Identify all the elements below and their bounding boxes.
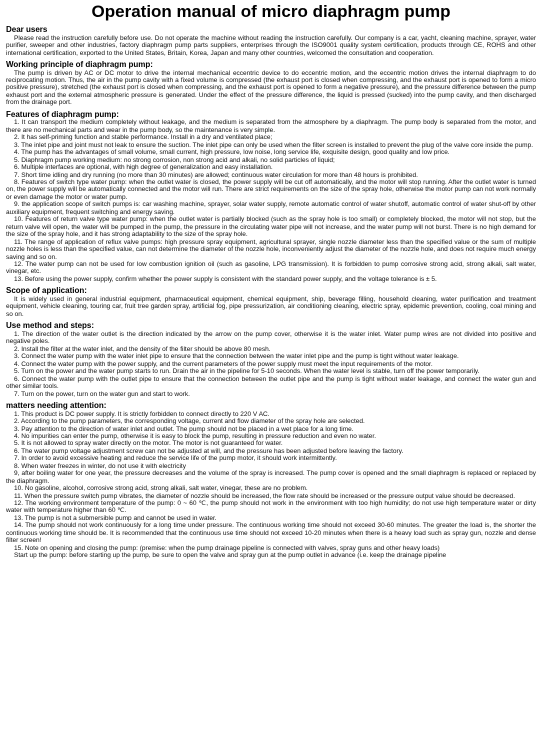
section-paragraph: 5. It is not allowed to spray water directly on the motor. The motor is not guaranteed for water. [14,440,283,448]
section-heading: Features of diaphragm pump: [6,109,119,119]
section-paragraph: The pump is driven by AC or DC motor to drive the internal mechanical eccentric device to do eccentric motion, and the eccentric motion drives the internal diaphragm to do reciprocating motion. Thus, the air in the pump cavity with a fixed volume is compressed (the exhaust port is closed when compressing, and the exhaust port is opened to form a micro positive pressure), stretched (the exhaust port is closed when compressing, and the exhaust port is opened to form a negative pressure), and the pressure difference between the pump exhaust port and the external atmospheric pressure is generated. Under the effect of the pressure difference, the liquid is pressed (sucked) into the pump cavity, and then discharged from the drainage port. [6,69,536,107]
section-paragraph: 10. No gasoline, alcohol, corrosive strong acid, strong alkali, salt water, vinegar, these are no problem. [14,485,308,493]
section-paragraph: 8. Features of switch type water pump: when the outlet water is closed, the power supply will be cut off automatically, and the motor will stop running. After the outlet water is turned on, the power supply will be automatically connected and the motor will run. There are strict requirements on the size of the spray hole, otherwise the motor pump can not work normally or even damage the motor or water pump. [6,179,536,201]
section-paragraph: 6. The water pump voltage adjustment screw can not be adjusted at will, and the pressure has been adjusted before leaving the factory. [14,447,404,455]
section-paragraph: 1. The direction of the water outlet is the direction indicated by the arrow on the pump cover, otherwise it is the water inlet. Water pump wires are not divided into positive and negative poles. [6,330,536,346]
section-paragraph: 9. the application scope of switch pumps is: car washing machine, sprayer, solar water supply, remote automatic control of water shutoff, automatic control of water shut-off by other auxiliary equipment, frequent switching and energy saving. [6,201,536,216]
section-paragraph: 4. No impurities can enter the pump, otherwise it is easy to block the pump, resulting in pressure reduction and even no water. [14,432,377,440]
section-paragraph: Please read the instruction carefully before use. Do not operate the machine without reading the instruction carefully. Our company is a car, yacht, cleaning machine, sprayer, water purifier, sweeper and other industries, factory diaphragm pump parts suppliers, enterprises through the ISO9001 quality system certification, products through CE, ROHS and other international certification, exported to the United States, Britain, Korea, Japan and many other countries, welcomed the consultation and cooperation. [6,34,536,57]
section-paragraph: 15. Note on opening and closing the pump: (premise: when the pump drainage pipeline is connected with valves, spray guns and other heavy loads) [14,544,440,552]
section-paragraph: 3. Pay attention to the direction of water inlet and outlet. The pump should not be placed in a wet place for a long time. [14,425,354,433]
section-heading: matters needing attention: [6,401,107,410]
section-paragraph: 13. Before using the power supply, confirm whether the power supply is consistent with the standard power supply, and the voltage tolerance is ± 5. [14,275,437,283]
section-paragraph: 3. The inlet pipe and joint must not leak to ensure the suction. The inlet pipe can only be used when the filter screen is installed to prevent the plug of the valve core inside the pump. [14,141,533,149]
section-paragraph: 5. Turn on the power and the water pump starts to run. Drain the air in the pipeline for 5-10 seconds. When the water level is stable, turn off the power temporarily. [14,368,480,376]
section-paragraph: 12. The working environment temperature of the pump: 0 ~ 60 ℃, the pump should not work in the environment with too high humidity; do not use high temperature water or dirty water with temperature higher than 60 ℃. [6,500,536,515]
section-heading: Scope of application: [6,286,87,296]
section-paragraph: 2. According to the pump parameters, the corresponding voltage, current and flow diameter of the spray hole are selected. [14,418,365,426]
section-paragraph: 2. It has self-priming function and stable performance. Install in a dry and ventilated place; [14,134,273,142]
section-paragraph: 11. The range of application of reflux valve pumps: high pressure spray equipment, agricultural sprayer, single nozzle diameter less than the specified value or the sum of multiple nozzle holes is less than the specified value, can not determine the diameter of the nozzle hole, inconveniently adjust the diameter of the nozzle hole, and does not require much energy saving and so on. [6,238,536,261]
section-paragraph: 1. It can transport the medium completely without leakage, and the medium is separated from the atmosphere by a diaphragm. The pump body is separated from the motor, and there are no mechanical parts and wear in the pump body, so the maintenance is very simple. [6,119,536,134]
section-paragraph: 8. When water freezes in winter, do not use it with electricity [14,462,186,470]
document-body [6,25,536,560]
section [6,286,536,318]
section-paragraph: 12. The water pump can not be used for low combustion ignition oil (such as gasoline, LPG transmission). It is forbidden to pump corrosive strong acid, strong alkali, salt water, vinegar, etc. [6,261,536,276]
section-heading: Dear users [6,25,48,34]
section-paragraph: 6. Multiple interfaces are optional, with high degree of generalization and easy installation. [14,164,273,172]
section-paragraph: 7. In order to avoid excessive heating and reduce the service life of the pump motor, it should work intermittently. [14,455,337,463]
section-paragraph: 6. Connect the water pump with the outlet pipe to ensure that the connection between the outlet pipe and the pump is tight without water leakage, and connect the water gun and other similar tools. [6,375,536,391]
section-paragraph: Start up the pump: before starting up the pump, be sure to open the valve and spray gun at the pump outlet in advance (i.e. keep the drainage pipeline [14,552,447,560]
section [6,321,536,398]
section [6,401,536,560]
section-paragraph: 7. Turn on the power, turn on the water gun and start to work. [14,390,190,398]
section-paragraph: 11. When the pressure switch pump vibrates, the diameter of nozzle should be increased, the flow rate should be increased or the pressure output value should be decreased. [14,492,516,500]
section-paragraph: 14. The pump should not work continuously for a long time under pressure. The continuous working time should not exceed 30-60 minutes. The greater the load is, the shorter the continuous working time should be. It is recommended that the continuous use time should not exceed 10-20 minutes when there is a heavy load such as spray gun, nozzle and dense filter screen! [6,522,536,545]
section-heading: Use method and steps: [6,321,95,331]
section [6,60,536,107]
section-paragraph: 9, after boiling water for one year, the pressure decreases and the volume of the spray is increased. The pump cover is opened and the small diaphragm is replaced or replaced by the diaphragm. [6,470,536,485]
section-paragraph: 4. Connect the water pump with the power supply, and the current parameters of the power supply must meet the input requirements of the motor. [14,360,433,368]
section-paragraph: 10. Features of return valve type water pump: when the outlet water is partially blocked (such as the spray hole is too small) or completely blocked, the motor will not stop, but the return valve will open, the water will be pumped in the pump, the pressure in the circulating water pipe will not increase, and the water pump will not burst. There is no high demand for the size of the spray hole, and it has strong adaptability to the size of the spray hole. [6,216,536,239]
section-paragraph: 7. Short time idling and dry running (no more than 30 minutes) are allowed; continuous water circulation for more than 48 hours is prohibited. [14,171,418,179]
section-paragraph: It is widely used in general industrial equipment, pharmaceutical equipment, chemical equipment, ship, beverage filling, household cleaning, water purification and treatment equipment, vehicle cleaning, touring car, fruit tree garden spray, artificial fog, pipe pressurization, air conditioning cleaning, electric spray, epidemic prevention, cooling, coal mining and so on. [6,295,536,318]
section [6,25,536,57]
section-paragraph: 3. Connect the water pump with the water inlet pipe to ensure that the connection between the water inlet pipe and the pump is tight without water leakage. [14,353,459,361]
section-paragraph: 5. Diaphragm pump working medium: no strong corrosion, non strong acid and alkali, no solid particles of liquid; [14,156,335,164]
section-paragraph: 13. The pump is not a submersible pump and cannot be used in water. [14,514,217,522]
section [6,110,536,284]
section-paragraph: 4. The pump has the advantages of small volume, small current, high pressure, low noise, long service life, exquisite design, good quality and low price. [14,149,450,157]
section-paragraph: 2. Install the filter at the water inlet, and the density of the filter should be above 80 mesh. [14,345,271,353]
section-heading: Working principle of diaphragm pump: [6,59,153,69]
document-title: Operation manual of micro diaphragm pump [91,2,451,21]
section-paragraph: 1. This product is DC power supply. It is strictly forbidden to connect directly to 220 V AC. [14,410,270,418]
